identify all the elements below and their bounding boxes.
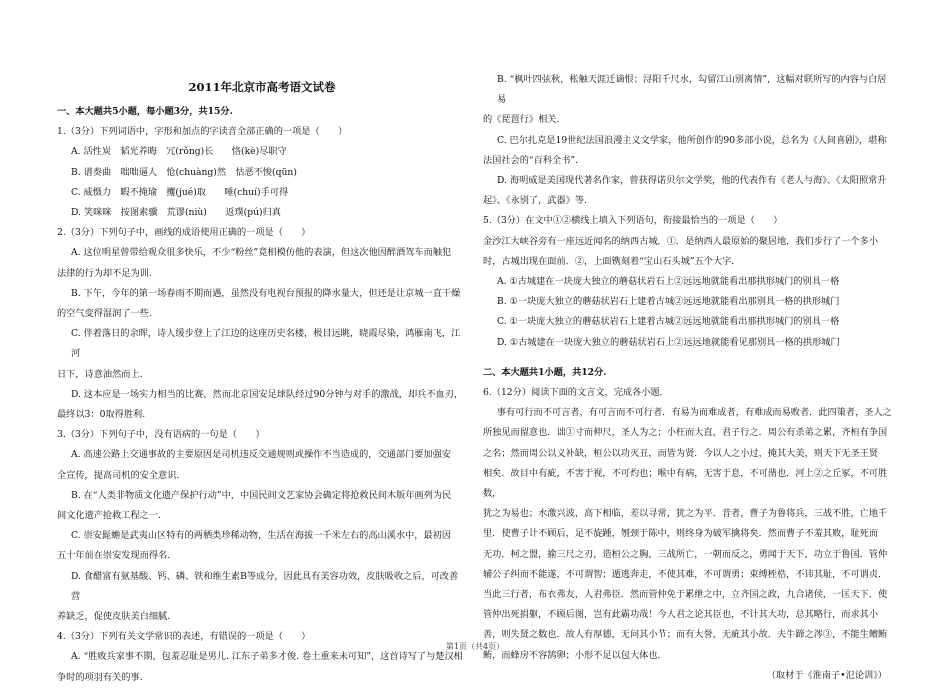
text-line: D. 笑咪咪 按图索骥 荒谬(niù) 返璞(pú)归真 <box>71 207 281 219</box>
text-line: A. 活性炭 韬光养晦 冗(rǒng)长 恪(kè)尽职守 <box>71 146 287 158</box>
text-line: B. 在“人类非物质文化遗产保护行动”中，中国民间文艺家协会确定将抢救民间木版年画列为民 <box>71 489 452 501</box>
text-line: B. 谱奏曲 咄咄逼人 怆(chuàng)然 怙恶不悛(qūn) <box>71 166 297 178</box>
text-line: 争时的项羽有关的事. <box>57 671 143 683</box>
text-line: C. 伴着落日的余晖，诗人缓步登上了江边的这座历史名楼，极目远眺，晓霞尽染，鸿雁南飞，江河 <box>71 328 461 360</box>
text-line: 金沙江大峡谷旁有一座远近闻名的纳西古城．①．是纳西人最原始的聚居地．我们步行了一个多小 <box>483 235 879 247</box>
text-line: C. 巴尔扎克是19世纪法国浪漫主义文学家，他所创作的90多部小说，总名为《人间喜剧》，堪称 <box>497 134 887 146</box>
page-footer: 第1页（共4页） <box>445 642 505 651</box>
text-line: D. 这本应是一场实力相当的比赛，然而北京国安足球队经过90分钟与对手的激战，却兵不血刃， <box>71 388 464 400</box>
page-title: 2011年北京市高考语文试卷 <box>188 80 336 94</box>
right-column <box>483 70 895 686</box>
text-line: 法律的行为却不足为训. <box>57 267 152 279</box>
text-line: 1.（3分）下列词语中，字形和加点的字读音全部正确的一项是（ ） <box>57 126 348 138</box>
text-line: 全宣传，提高司机的安全意识. <box>57 469 180 481</box>
text-line: D. 海明威是美国现代著名作家，曾获得诺贝尔文学奖，他的代表作有《老人与海》、《太阳照常升 <box>497 175 887 187</box>
text-line: 起》、《永别了，武器》等. <box>483 195 587 207</box>
text-line: 无功．柯之盟，揄三尺之刃，造桓公之胸，三战所亡，一朝而反之，勇闻于天下，功立于鲁国．管仲 <box>483 548 888 560</box>
text-line: 五十年前在崇安发现而得名. <box>57 550 171 562</box>
text-line: C. 崇安髭蟾是武夷山区特有的两栖类珍稀动物，生活在海拔一千米左右的高山溪水中，最初因 <box>71 530 452 542</box>
text-line: D. ①古城建在一块庞大独立的蘑菇状岩石上②远远地就能看见那别具一格的拱形城门 <box>497 336 840 348</box>
text-line: B. “枫叶四弦秋，枨触天涯迁谪恨；浔阳千尺水，勾留江山别离情”，这幅对联所写的内容与白居易 <box>497 74 887 106</box>
text-line: 辅公子纠而不能遂，不可谓智；遁逃奔走，不使其难，不可谓勇；束缚桎梏，不讳其耻，不可谓贞． <box>483 568 888 580</box>
section-heading: 二、本大题共1小题，共12分. <box>483 366 607 378</box>
text-line: 法国社会的“百科全书”. <box>483 154 579 166</box>
text-line: 最终以3：0取得胜利. <box>57 409 146 421</box>
section-heading: 一、本大题共5小题，每小题3分，共15分. <box>57 106 233 117</box>
text-line: 所独见而留意也．诎①寸而伸尺，圣人为之；小枉而大直，君子行之．周公有杀弟之累，齐桓有争国 <box>483 427 888 439</box>
text-line: 的《琵琶行》相关. <box>483 114 560 126</box>
text-line: 6.（12分）阅读下面的文言文，完成各小题． <box>483 387 669 399</box>
text-line: A. “胜败兵家事不期，包羞忍耻是男儿. 江东子弟多才俊. 卷土重来未可知”，这首诗写了与楚汉相 <box>71 651 463 663</box>
text-line: 时，古城出现在面前．②，上面镌刻着“宝山石头城”五个大字． <box>483 255 741 267</box>
text-line: A. 高速公路上交通事故的主要原因是司机违反交通规则或操作不当造成的，交通部门要加强安 <box>71 449 451 461</box>
text-line: 的空气变得湿润了一些. <box>57 308 152 320</box>
text-line: 相矣．故目中有疵，不害于视，不可灼也；喉中有病，无害于息，不可凿也．河上②之丘冢，不可胜数， <box>483 467 888 500</box>
spacer <box>483 353 895 363</box>
text-line: 3.（3分）下列句子中，没有语病的一句是（ ） <box>57 429 265 441</box>
text-line: A. 这位明星曾带给观众很多快乐，不少“粉丝”竟相模仿他的表演，但这次他因醉酒驾车而触犯 <box>71 247 452 259</box>
text-line: 5.（3分）在文中①②横线上填入下列语句，衔接最恰当的一项是（ ） <box>483 215 783 227</box>
text-line: 当此三行者，布衣弗友，人君弗臣．然而管仲免于累绁之中，立齐国之政，九合诸侯，一匡天下．使 <box>483 589 888 601</box>
text-line: B. ①一块庞大独立的蘑菇状岩石上建着古城②远远地就能看出那别具一格的拱形城门 <box>497 296 840 308</box>
text-line: B. 下午，今年的第一场春雨不期而遇，虽然没有电视台预报的降水量大，但还是让京城一直干燥 <box>71 287 461 299</box>
text-line: 间文化遗产抢救工程之一. <box>57 510 161 522</box>
text-line: 里．使曹子计不顾后，足不旋踵，刎颈于陈中，则终身为破军擒将矣．然而曹子不羞其败，耻死而 <box>483 528 879 540</box>
text-line: 2.（3分）下列句子中，画线的成语使用正确的一项是（ ） <box>57 227 311 239</box>
text-line: D. 食醋富有氨基酸、钙、磷、铁和维生素B等成分，因此具有美容功效，皮肤吸收之后，可改善营 <box>71 570 459 602</box>
text-line: 4.（3分）下列有关文学常识的表述，有错误的一项是（ ） <box>57 631 311 643</box>
text-line: C. ①一块庞大独立的蘑菇状岩石上建着古城②远远地就能看出那拱形城门的别具一格 <box>497 316 840 328</box>
text-line: A. ①古城建在一块庞大独立的蘑菇状岩石上②远远地就能看出那拱形城门的别具一格 <box>497 276 840 288</box>
text-line: 管仲出死捐躯，不顾后图，岂有此霸功哉！今人君之论其臣也，不计其大功，总其略行，而求其小 <box>483 609 879 621</box>
text-line: 善，则失贤之数也．故人有厚德，无问其小节；而有大誉，无疵其小故．夫牛蹄之涔③，不能生鳣鲔 <box>483 629 888 641</box>
text-line: 养缺乏，促使皮肤美白细腻. <box>57 611 171 623</box>
text-line: 事有可行而不可言者，有可言而不可行者．有易为而难成者，有难成而易败者．此四策者，圣人之 <box>496 407 892 419</box>
text-line: 日下，诗意油然而上. <box>57 368 143 380</box>
text-line: 鲔，而蜂房不容鹄卵；小形不足以包大体也． <box>483 649 667 661</box>
text-line: 犹之为易也；水激兴波，高下相临，差以寻常，犹之为平．昔者，曹子为鲁将兵，三战不胜，亡地千 <box>483 508 888 520</box>
text-line: （取材于《淮南子•氾论训》） <box>766 669 887 681</box>
text-line: 之名；然而周公以义补缺，桓公以功灭丑，而皆为贤．今以人之小过，掩其大美，则天下无圣王贤 <box>483 447 879 459</box>
text-line: C. 威慑力 暇不掩瑜 攫(jué)取 唾(chuí)手可得 <box>71 186 289 198</box>
left-column <box>57 70 467 688</box>
